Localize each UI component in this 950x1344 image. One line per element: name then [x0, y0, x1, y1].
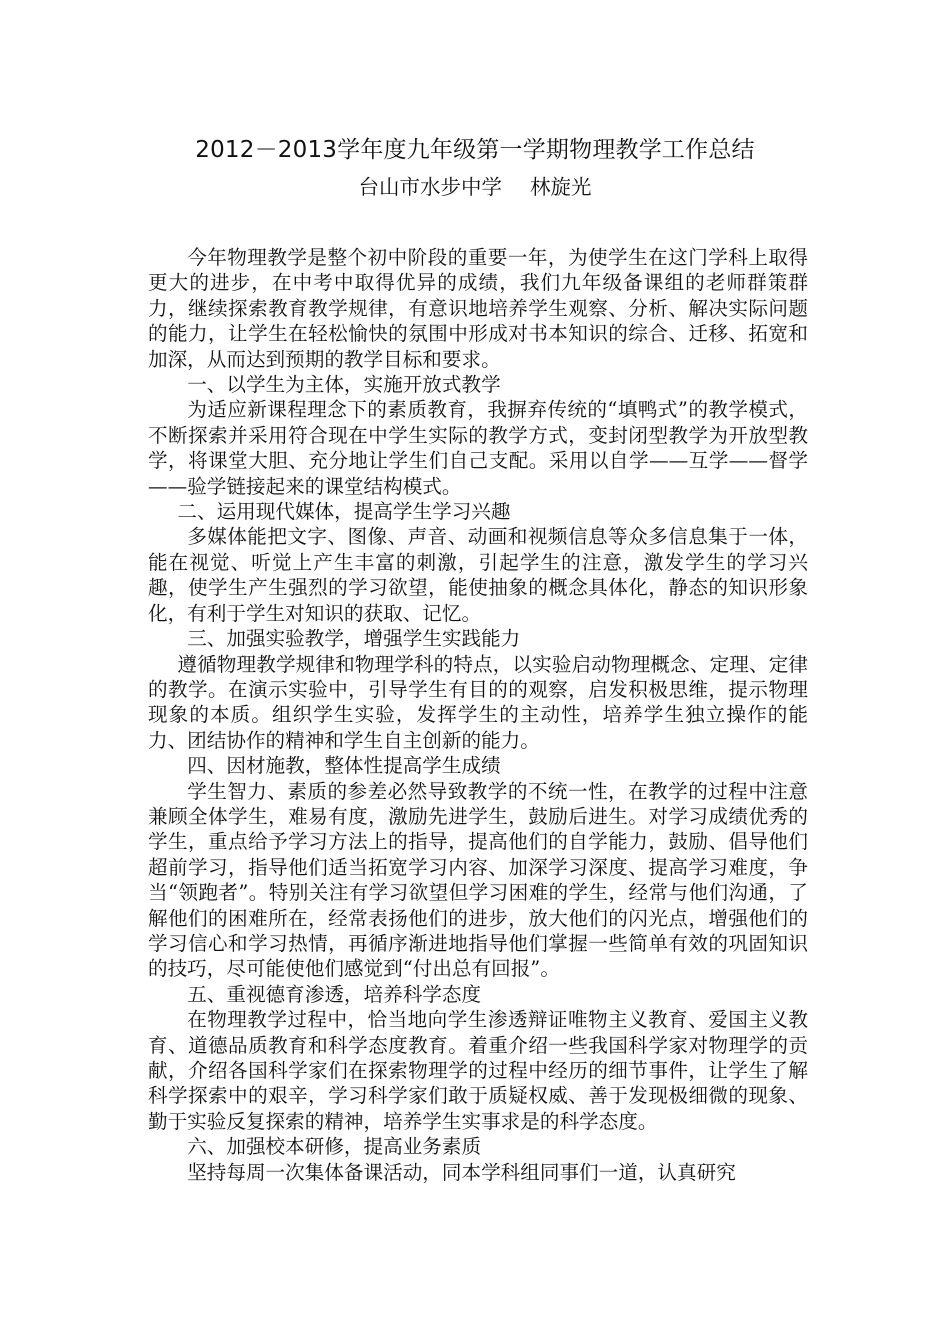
author-name: 林旋光 — [530, 175, 592, 199]
document-body — [148, 245, 808, 1185]
section-1-heading: 一、以学生为主体，实施开放式教学 — [187, 373, 501, 397]
section-3-heading: 三、加强实验教学，增强学生实践能力 — [187, 627, 521, 651]
document-title: 2012－2013学年度九年级第一学期物理教学工作总结 — [195, 137, 755, 163]
section-6-heading: 六、加强校本研修，提高业务素质 — [187, 1135, 482, 1159]
section-1-paragraph: 为适应新课程理念下的素质教育，我摒弃传统的“填鸭式”的教学模式，不断探索并采用符合现在中学生实际的教学方式，变封闭型教学为开放型教学，将课堂大胆、充分地让学生们自己支配。采用以自学——互学——督学——验学链接起来的课堂结构模式。 — [148, 398, 808, 498]
section-2-paragraph: 多媒体能把文字、图像、声音、动画和视频信息等众多信息集于一体，能在视觉、听觉上产生丰富的刺激，引起学生的注意，激发学生的学习兴趣，使学生产生强烈的学习欲望，能使抽象的概念具体化，静态的知识形象化，有利于学生对知识的获取、记忆。 — [148, 525, 808, 625]
school-name: 台山市水步中学 — [358, 175, 502, 199]
intro-paragraph: 今年物理教学是整个初中阶段的重要一年，为使学生在这门学科上取得更大的进步，在中考中取得优异的成绩，我们九年级备课组的老师群策群力，继续探索教育教学规律，有意识地培养学生观察、分析、解决实际问题的能力，让学生在轻松愉快的氛围中形成对书本知识的综合、迁移、拓宽和加深，从而达到预期的教学目标和要求。 — [148, 246, 808, 371]
document-byline — [0, 172, 950, 202]
section-4-paragraph: 学生智力、素质的参差必然导致教学的不统一性，在教学的过程中注意兼顾全体学生，难易有度，激励先进学生，鼓励后进生。对学习成绩优秀的学生，重点给予学习方法上的指导，提高他们的自学能力，鼓励、倡导他们超前学习，指导他们适当拓宽学习内容、加深学习深度、提高学习难度，争当“领跑者”。特别关注有学习欲望但学习困难的学生，经常与他们沟通，了解他们的困难所在，经常表扬他们的进步，放大他们的闪光点，增强他们的学习信心和学习热情，再循序渐进地指导他们掌握一些简单有效的巩固知识的技巧，尽可能使他们感觉到“付出总有回报”。 — [148, 779, 808, 981]
section-2-heading: 二、运用现代媒体，提高学生学习兴趣 — [177, 500, 511, 524]
section-6-paragraph: 坚持每周一次集体备课活动，同本学科组同事们一道，认真研究 — [187, 1160, 736, 1184]
section-3-paragraph: 遵循物理教学规律和物理学科的特点，以实验启动物理概念、定理、定律的教学。在演示实验中，引导学生有目的的观察，启发积极思维，提示物理现象的本质。组织学生实验，发挥学生的主动性，培养学生独立操作的能力、团结协作的精神和学生自主创新的能力。 — [148, 652, 808, 752]
section-5-paragraph: 在物理教学过程中，恰当地向学生渗透辩证唯物主义教育、爱国主义教育、道德品质教育和科学态度教育。着重介绍一些我国科学家对物理学的贡献，介绍各国科学家们在探索物理学的过程中经历的细节事件，让学生了解科学探索中的艰辛，学习科学家们敢于质疑权威、善于发现极细微的现象、勤于实验反复探索的精神，培养学生实事求是的科学态度。 — [148, 1008, 808, 1133]
section-4-heading: 四、因材施教，整体性提高学生成绩 — [187, 754, 501, 778]
section-5-heading: 五、重视德育渗透，培养科学态度 — [187, 982, 482, 1006]
